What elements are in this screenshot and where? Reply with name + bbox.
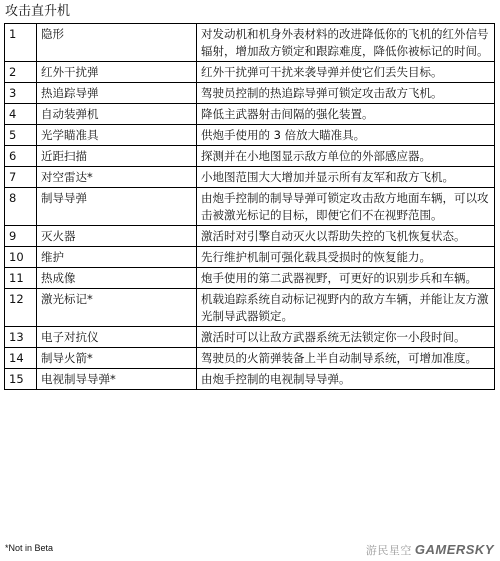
upgrade-description: 驾驶员控制的热追踪导弹可锁定攻击敌方飞机。	[197, 83, 495, 104]
upgrade-name: 激光标记*	[37, 289, 197, 327]
row-number: 11	[5, 268, 37, 289]
table-row	[5, 226, 495, 247]
upgrade-description: 激活时可以让敌方武器系统无法锁定你一小段时间。	[197, 327, 495, 348]
upgrade-description: 降低主武器射击间隔的强化装置。	[197, 104, 495, 125]
upgrade-description: 由炮手控制的电视制导导弹。	[197, 369, 495, 390]
upgrade-name: 制导火箭*	[37, 348, 197, 369]
upgrade-name: 隐形	[37, 24, 197, 62]
upgrade-name: 灭火器	[37, 226, 197, 247]
table-row	[5, 268, 495, 289]
upgrade-name: 维护	[37, 247, 197, 268]
row-number: 15	[5, 369, 37, 390]
table-row	[5, 125, 495, 146]
upgrade-description: 炮手使用的第二武器视野，可更好的识别步兵和车辆。	[197, 268, 495, 289]
row-number: 7	[5, 167, 37, 188]
row-number: 13	[5, 327, 37, 348]
page-title: 攻击直升机	[5, 4, 71, 19]
upgrade-description: 小地图范围大大增加并显示所有友军和敌方飞机。	[197, 167, 495, 188]
table-row	[5, 369, 495, 390]
upgrade-description: 对发动机和机身外表材料的改进降低你的飞机的红外信号辐射，增加敌方锁定和跟踪难度，降低你被标记的时间。	[197, 24, 495, 62]
table-row	[5, 167, 495, 188]
table-row	[5, 188, 495, 226]
table-row	[5, 83, 495, 104]
row-number: 4	[5, 104, 37, 125]
upgrade-description: 驾驶员的火箭弹装备上半自动制导系统，可增加准度。	[197, 348, 495, 369]
upgrade-description: 机载追踪系统自动标记视野内的敌方车辆，并能让友方激光制导武器锁定。	[197, 289, 495, 327]
table-row	[5, 24, 495, 62]
table-row	[5, 104, 495, 125]
upgrade-description: 红外干扰弹可干扰来袭导弹并使它们丢失目标。	[197, 62, 495, 83]
row-number: 5	[5, 125, 37, 146]
row-number: 12	[5, 289, 37, 327]
watermark-brand: GAMERSKY	[414, 542, 494, 557]
upgrade-name: 红外干扰弹	[37, 62, 197, 83]
table-row	[5, 62, 495, 83]
row-number: 9	[5, 226, 37, 247]
upgrade-name: 制导导弹	[37, 188, 197, 226]
row-number: 6	[5, 146, 37, 167]
upgrade-name: 热追踪导弹	[37, 83, 197, 104]
gamersky-watermark	[366, 542, 494, 558]
upgrade-description: 探测并在小地图显示敌方单位的外部感应器。	[197, 146, 495, 167]
table-row	[5, 348, 495, 369]
watermark-prefix: 游民星空	[365, 545, 412, 557]
upgrade-description: 激活时对引擎自动灭火以帮助失控的飞机恢复状态。	[197, 226, 495, 247]
upgrade-description: 先行维护机制可强化载具受损时的恢复能力。	[197, 247, 495, 268]
row-number: 2	[5, 62, 37, 83]
footnote: *Not in Beta	[5, 543, 54, 553]
upgrade-name: 对空雷达*	[37, 167, 197, 188]
upgrade-name: 自动装弹机	[37, 104, 197, 125]
row-number: 3	[5, 83, 37, 104]
table-row	[5, 146, 495, 167]
row-number: 14	[5, 348, 37, 369]
table-row	[5, 327, 495, 348]
table-row	[5, 247, 495, 268]
upgrade-description: 由炮手控制的制导导弹可锁定攻击敌方地面车辆，可以攻击被激光标记的目标，即便它们不在视野范围。	[197, 188, 495, 226]
row-number: 8	[5, 188, 37, 226]
upgrade-name: 光学瞄准具	[37, 125, 197, 146]
upgrade-name: 电视制导导弹*	[37, 369, 197, 390]
row-number: 1	[5, 24, 37, 62]
upgrade-name: 电子对抗仪	[37, 327, 197, 348]
upgrade-description: 供炮手使用的 3 倍放大瞄准具。	[197, 125, 495, 146]
row-number: 10	[5, 247, 37, 268]
upgrade-name: 近距扫描	[37, 146, 197, 167]
upgrade-table	[4, 23, 495, 390]
table-row	[5, 289, 495, 327]
upgrade-name: 热成像	[37, 268, 197, 289]
